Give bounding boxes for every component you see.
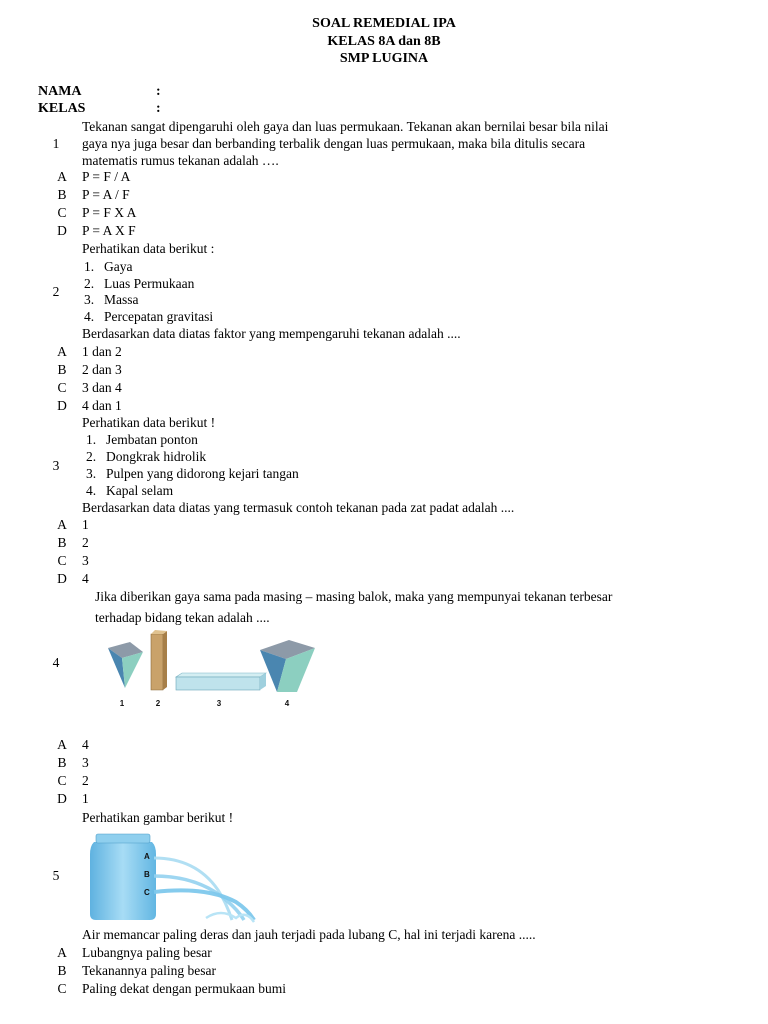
q3-intro: Perhatikan data berikut ! [82, 415, 216, 430]
q4-option-letter: B [57, 755, 67, 770]
q2-number: 2 [52, 284, 60, 299]
nama-colon: : [156, 84, 161, 99]
q3-item-text: Pulpen yang didorong kejari tangan [106, 466, 299, 481]
q5-number: 5 [52, 868, 60, 883]
q5-option-letter: A [57, 945, 67, 960]
q4-option-text: 1 [82, 791, 89, 806]
q2-list-item [84, 309, 213, 325]
q3-item-number: 4. [86, 483, 97, 498]
q3-item-text: Kapal selam [106, 483, 174, 498]
q2-item-text: Percepatan gravitasi [104, 309, 214, 324]
title-line-2: KELAS 8A dan 8B [327, 34, 441, 49]
q2-option-letter: D [57, 398, 67, 413]
q3-list-item [86, 483, 173, 499]
q1-option-text: P = F / A [82, 169, 131, 184]
q3-list-item [86, 449, 206, 465]
q2-option-letter: A [57, 344, 67, 359]
q3-item-text: Dongkrak hidrolik [106, 449, 207, 464]
q3-list-item [86, 466, 299, 482]
q1-option-text: P = A / F [82, 187, 130, 202]
q3-option-letter: A [57, 517, 67, 532]
hole-label-b: B [144, 870, 150, 879]
q2-item-number: 2. [84, 276, 95, 291]
nama-label: NAMA [38, 84, 82, 99]
kelas-label: KELAS [38, 101, 86, 116]
q2-item-number: 1. [84, 259, 95, 274]
block-2-front-face [151, 634, 163, 690]
q2-option-text: 2 dan 3 [82, 362, 122, 377]
q2-list-item [84, 292, 139, 308]
q5-question: Air memancar paling deras dan jauh terjadi pada lubang C, hal ini terjadi karena ..... [82, 927, 536, 942]
q5-option-letter: B [57, 963, 67, 978]
q1-option-text: P = F X A [82, 205, 137, 220]
q3-option-text: 4 [82, 571, 89, 586]
q4-number: 4 [52, 655, 60, 670]
block-3-front-face [176, 677, 260, 690]
q5-intro: Perhatikan gambar berikut ! [82, 810, 234, 825]
hole-label-c: C [144, 888, 150, 897]
kelas-colon: : [156, 101, 161, 116]
q4-option-text: 2 [82, 773, 89, 788]
q3-option-text: 2 [82, 535, 89, 550]
q3-option-text: 1 [82, 517, 89, 532]
title-line-3: SMP LUGINA [339, 51, 429, 66]
q4-text-line: Jika diberikan gaya sama pada masing – masing balok, maka yang mempunyai tekanan terbesar [95, 589, 613, 604]
q3-item-number: 1. [86, 432, 97, 447]
q3-item-number: 3. [86, 466, 97, 481]
q2-option-letter: C [57, 380, 67, 395]
q5-option-letter: C [57, 981, 67, 996]
q4-option-text: 3 [82, 755, 89, 770]
q2-item-text: Gaya [104, 259, 133, 274]
q1-option-text: P = A X F [82, 223, 136, 238]
q3-option-letter: B [57, 535, 67, 550]
title-line-1: SOAL REMEDIAL IPA [312, 16, 456, 31]
q3-question: Berdasarkan data diatas yang termasuk contoh tekanan pada zat padat adalah .... [82, 500, 515, 515]
q4-option-letter: A [57, 737, 67, 752]
q1-text-line: gaya nya juga besar dan berbanding terbalik dengan luas permukaan, maka bila ditulis secara [82, 136, 586, 151]
block-1-right-face [122, 652, 143, 688]
q2-list-item [84, 276, 194, 292]
q3-option-text: 3 [82, 553, 89, 568]
q1-option-letter: A [57, 169, 67, 184]
q2-option-text: 3 dan 4 [82, 380, 122, 395]
q2-intro: Perhatikan data berikut : [82, 241, 215, 256]
q2-item-text: Massa [104, 292, 139, 307]
block-2-side-face [163, 631, 167, 690]
q2-item-text: Luas Permukaan [104, 276, 195, 291]
q1-option-letter: D [57, 223, 67, 238]
jar-rim [96, 834, 150, 843]
block-label-4: 4 [284, 699, 290, 708]
q1-number: 1 [52, 136, 60, 151]
q3-option-letter: D [57, 571, 67, 586]
block-3-top-face [176, 673, 266, 677]
q1-text-line: Tekanan sangat dipengaruhi oleh gaya dan luas permukaan. Tekanan akan bernilai besar bila nilai [82, 119, 609, 134]
q4-blocks-figure [100, 626, 330, 710]
hole-label-a: A [144, 852, 150, 861]
q3-number: 3 [52, 458, 60, 473]
q2-option-text: 1 dan 2 [82, 344, 122, 359]
q5-option-text: Tekanannya paling besar [82, 963, 216, 978]
q2-option-letter: B [57, 362, 67, 377]
q2-list-item [84, 259, 132, 275]
q2-question: Berdasarkan data diatas faktor yang mempengaruhi tekanan adalah .... [82, 326, 461, 341]
q1-option-letter: B [57, 187, 67, 202]
block-label-2: 2 [155, 699, 161, 708]
q4-option-text: 4 [82, 737, 89, 752]
q1-text-line: matematis rumus tekanan adalah …. [82, 153, 279, 168]
q5-water-jar-figure [86, 830, 258, 926]
q5-option-text: Lubangnya paling besar [82, 945, 212, 960]
q3-item-number: 2. [86, 449, 97, 464]
q4-text-line: terhadap bidang tekan adalah .... [95, 610, 270, 625]
block-label-3: 3 [216, 699, 222, 708]
q2-item-number: 3. [84, 292, 95, 307]
block-label-1: 1 [119, 699, 125, 708]
q1-option-letter: C [57, 205, 67, 220]
q4-option-letter: D [57, 791, 67, 806]
q5-option-text: Paling dekat dengan permukaan bumi [82, 981, 286, 996]
q2-item-number: 4. [84, 309, 95, 324]
q3-list-item [86, 432, 198, 448]
q3-item-text: Jembatan ponton [106, 432, 198, 447]
q4-option-letter: C [57, 773, 67, 788]
q3-option-letter: C [57, 553, 67, 568]
q2-option-text: 4 dan 1 [82, 398, 122, 413]
